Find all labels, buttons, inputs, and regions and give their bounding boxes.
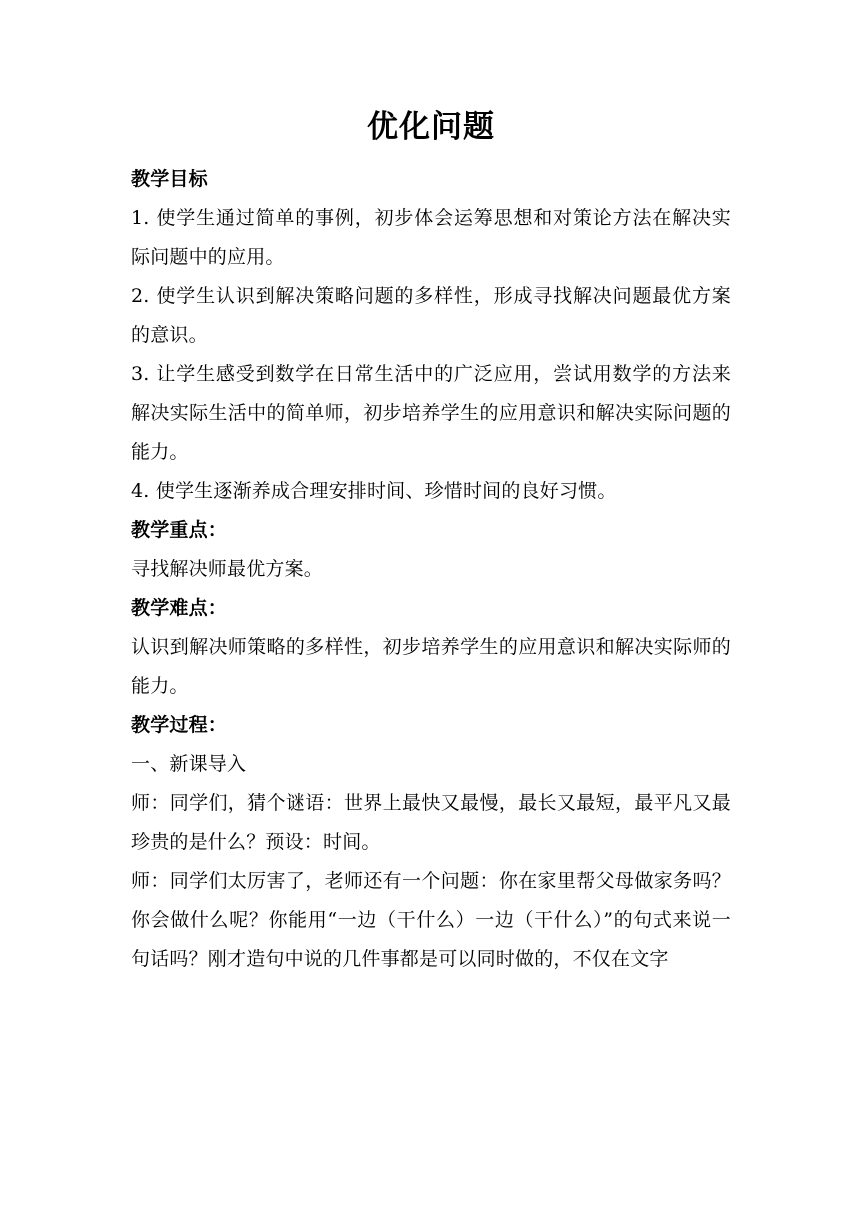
paragraph: 师：同学们，猜个谜语：世界上最快又最慢，最长又最短，最平凡又最珍贵的是什么？预设：时间。 — [131, 792, 731, 853]
paragraph: 2. 使学生认识到解决策略问题的多样性，形成寻找解决问题最优方案的意识。 — [131, 285, 731, 346]
document-page — [131, 104, 731, 979]
section-heading: 教学重点： — [131, 519, 228, 541]
section-heading: 教学过程： — [131, 714, 228, 736]
paragraph: 认识到解决师策略的多样性，初步培养学生的应用意识和解决实际师的能力。 — [131, 636, 731, 697]
paragraph: 3. 让学生感受到数学在日常生活中的广泛应用，尝试用数学的方法来解决实际生活中的简单师，初步培养学生的应用意识和解决实际问题的能力。 — [131, 363, 731, 463]
paragraph: 一、新课导入 — [131, 753, 247, 775]
section-heading: 教学难点： — [131, 597, 228, 619]
document-title: 优化问题 — [367, 109, 495, 145]
section-heading: 教学目标 — [131, 168, 208, 190]
paragraph: 寻找解决师最优方案。 — [131, 558, 324, 580]
paragraph: 4. 使学生逐渐养成合理安排时间、珍惜时间的良好习惯。 — [131, 480, 617, 502]
paragraph: 1. 使学生通过简单的事例，初步体会运筹思想和对策论方法在解决实际问题中的应用。 — [131, 207, 731, 268]
paragraph: 师：同学们太厉害了，老师还有一个问题：你在家里帮父母做家务吗？你会做什么呢？你能用“一边（干什么）一边（干什么）”的句式来说一句话吗？刚才造句中说的几件事都是可以同时做的，不仅在文字 — [131, 870, 731, 970]
document-body — [131, 160, 731, 979]
